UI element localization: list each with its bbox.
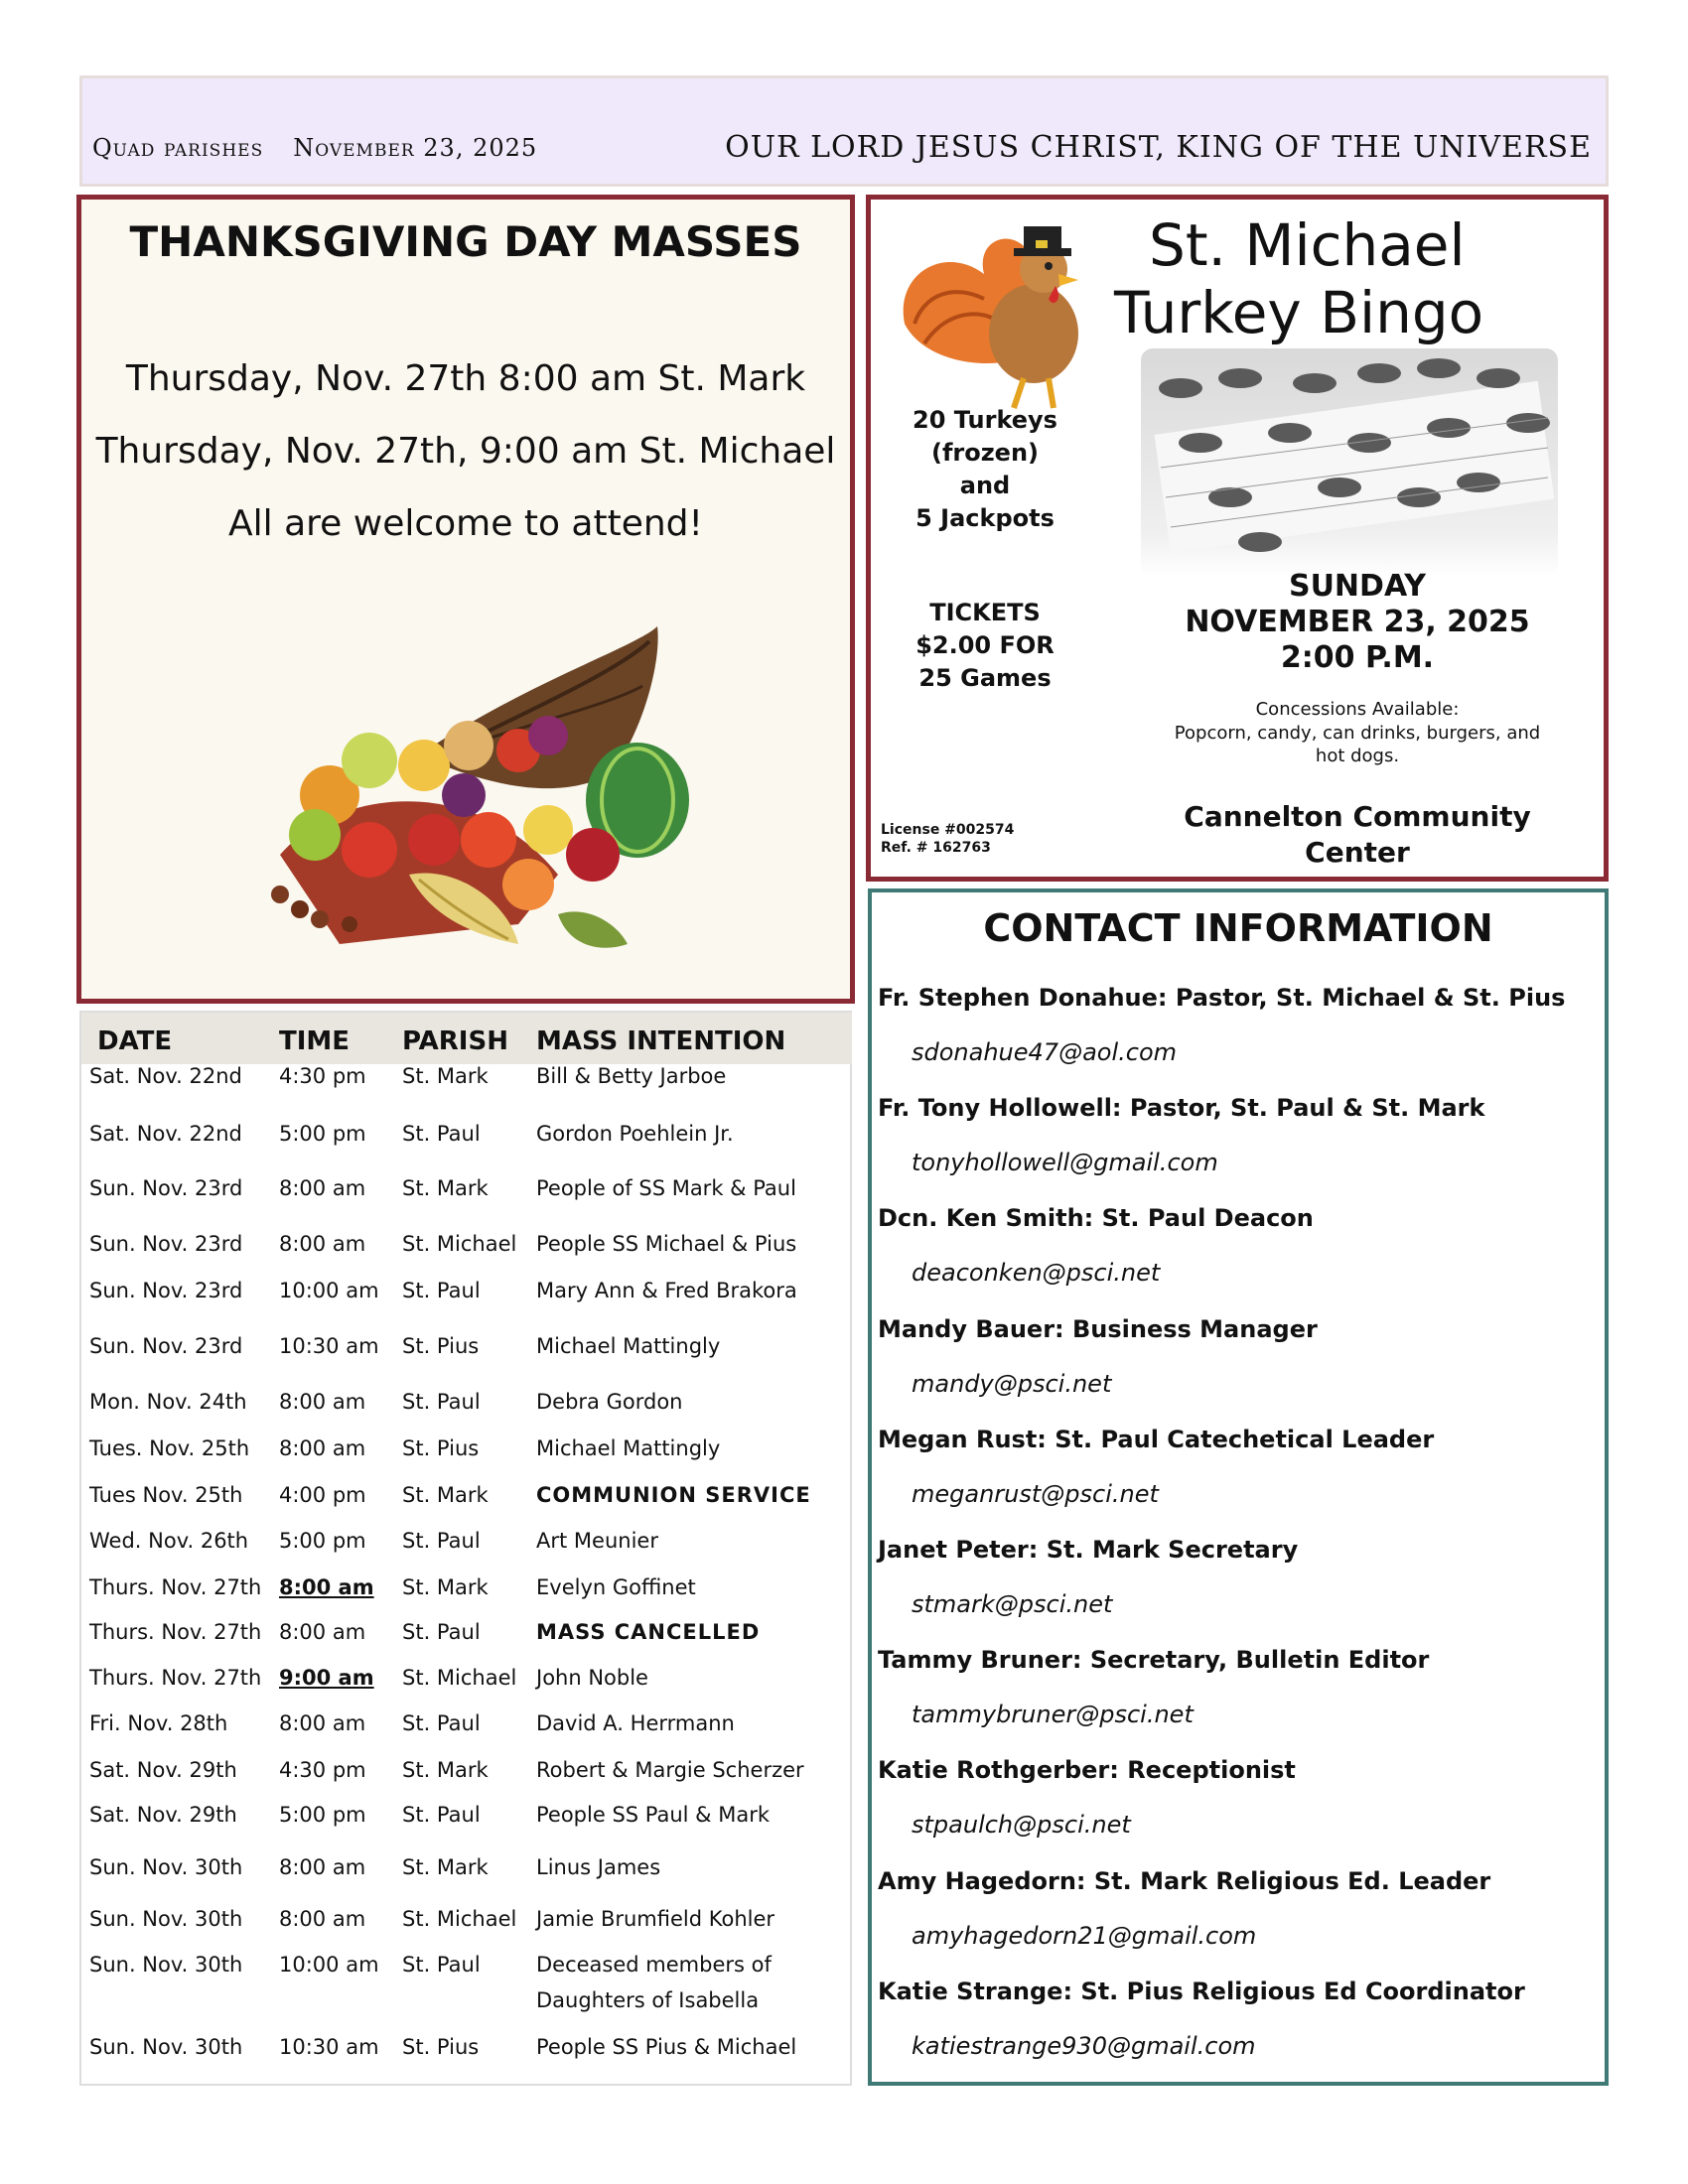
bingo-date: NOVEMBER 23, 2025: [1185, 605, 1530, 639]
row-time: 8:00 am: [279, 1711, 366, 1735]
concessions-title: Concessions Available:: [1255, 699, 1460, 720]
row-parish: St. Paul: [402, 1803, 481, 1827]
row-intention: Art Meunier: [536, 1529, 658, 1553]
row-intention: Bill & Betty Jarboe: [536, 1064, 727, 1088]
row-time: 10:00 am: [279, 1279, 379, 1302]
row-intention: Deceased members of: [536, 1953, 772, 1977]
row-date: Tues Nov. 25th: [89, 1483, 243, 1507]
contact-email-link[interactable]: tonyhollowell@gmail.com: [912, 1149, 1218, 1177]
row-parish: St. Pius: [402, 2035, 480, 2059]
row-date: Wed. Nov. 26th: [89, 1529, 249, 1553]
prize-line: 20 Turkeys: [913, 406, 1057, 434]
contact-email-link[interactable]: mandy@psci.net: [912, 1369, 1112, 1398]
cornucopia-image: [220, 626, 737, 964]
row-time: 8:00 am: [279, 1436, 366, 1460]
header-left: [92, 134, 537, 162]
row-intention: Debra Gordon: [536, 1390, 683, 1414]
row-time: 4:30 pm: [279, 1064, 366, 1088]
row-date: Sun. Nov. 30th: [89, 1953, 243, 1977]
row-intention: John Noble: [536, 1666, 648, 1690]
bulletin-date: November 23, 2025: [293, 134, 538, 162]
row-date: Sat. Nov. 22nd: [89, 1122, 242, 1146]
row-time: 8:00 am: [279, 1855, 366, 1879]
row-time: 10:30 am: [279, 2035, 379, 2059]
row-intention: Mary Ann & Fred Brakora: [536, 1279, 797, 1302]
row-parish: St. Mark: [402, 1855, 489, 1879]
row-intention: Evelyn Goffinet: [536, 1575, 696, 1599]
row-intention: Michael Mattingly: [536, 1436, 721, 1460]
bingo-title-line-1: St. Michael: [1149, 211, 1466, 279]
contact-name: Fr. Stephen Donahue: Pastor, St. Michael & St. Pius: [878, 984, 1566, 1012]
row-date: Sat. Nov. 29th: [89, 1803, 237, 1827]
row-time: 5:00 pm: [279, 1122, 366, 1146]
ticket-line: TICKETS: [929, 599, 1041, 626]
feast-title: OUR LORD JESUS CHRIST, KING OF THE UNIVERSE: [725, 130, 1592, 165]
bingo-title-line-2: Turkey Bingo: [1114, 279, 1484, 346]
row-date: Sun. Nov. 30th: [89, 1907, 243, 1931]
contact-title: CONTACT INFORMATION: [983, 906, 1493, 950]
contact-name: Mandy Bauer: Business Manager: [878, 1314, 1318, 1343]
thanksgiving-masses-box: [76, 195, 855, 1004]
row-time: 10:00 am: [279, 1953, 379, 1977]
contact-email-link[interactable]: katiestrange930@gmail.com: [912, 2031, 1256, 2060]
row-date: Sun. Nov. 23rd: [89, 1279, 243, 1302]
row-parish: St. Michael: [402, 1666, 517, 1690]
row-parish: St. Pius: [402, 1436, 480, 1460]
row-parish: St. Mark: [402, 1483, 489, 1507]
row-intention: COMMUNION SERVICE: [536, 1483, 811, 1507]
row-parish: St. Paul: [402, 1711, 481, 1735]
bulletin-header: [79, 75, 1609, 187]
row-time: 8:00 am: [279, 1390, 366, 1414]
row-date: Tues. Nov. 25th: [89, 1436, 250, 1460]
contact-email-link[interactable]: stmark@psci.net: [912, 1590, 1113, 1618]
venue-line-2: Center: [1305, 836, 1410, 869]
row-date: Sun. Nov. 23rd: [89, 1176, 243, 1200]
row-parish: St. Mark: [402, 1758, 489, 1782]
ticket-line: 25 Games: [918, 664, 1052, 692]
bingo-tickets: [871, 597, 1099, 695]
row-parish: St. Paul: [402, 1122, 481, 1146]
contact-email-link[interactable]: deaconken@psci.net: [912, 1259, 1161, 1288]
row-time: 8:00 am: [279, 1620, 366, 1644]
row-parish: St. Paul: [402, 1279, 481, 1302]
ticket-line: $2.00 FOR: [915, 631, 1055, 659]
concessions-line-1: Popcorn, candy, can drinks, burgers, and: [1174, 723, 1541, 744]
row-intention: People of SS Mark & Paul: [536, 1176, 796, 1200]
parishes-label: Quad parishes: [92, 134, 264, 162]
license-number: License #002574: [881, 822, 1015, 838]
row-intention: Jamie Brumfield Kohler: [536, 1907, 775, 1931]
row-parish: St. Paul: [402, 1390, 481, 1414]
contact-name: Megan Rust: St. Paul Catechetical Leader: [878, 1425, 1435, 1453]
row-time: 9:00 am: [279, 1666, 374, 1690]
mass-intentions-table: [79, 1011, 852, 2086]
row-intention: People SS Paul & Mark: [536, 1803, 771, 1827]
row-intention: Michael Mattingly: [536, 1334, 721, 1358]
row-time: 8:00 am: [279, 1176, 366, 1200]
row-parish: St. Paul: [402, 1529, 481, 1553]
row-parish: St. Mark: [402, 1575, 489, 1599]
header-intention: MASS INTENTION: [536, 1026, 786, 1056]
bingo-day: SUNDAY: [1288, 569, 1427, 604]
contact-name: Fr. Tony Hollowell: Pastor, St. Paul & St. Mark: [878, 1094, 1485, 1123]
row-time: 8:00 am: [279, 1575, 374, 1599]
bingo-card-image: [1141, 348, 1558, 577]
row-parish: St. Mark: [402, 1064, 489, 1088]
row-intention: People SS Michael & Pius: [536, 1232, 797, 1256]
contact-information-box: [868, 888, 1609, 2086]
contact-name: Katie Rothgerber: Receptionist: [878, 1756, 1296, 1785]
row-parish: St. Michael: [402, 1232, 517, 1256]
prize-line: and: [959, 472, 1011, 499]
row-time: 10:30 am: [279, 1334, 379, 1358]
contact-name: Tammy Bruner: Secretary, Bulletin Editor: [878, 1646, 1430, 1675]
row-intention: David A. Herrmann: [536, 1711, 735, 1735]
thanksgiving-line-2: Thursday, Nov. 27th, 9:00 am St. Michael: [95, 431, 836, 472]
bingo-time: 2:00 P.M.: [1280, 640, 1435, 675]
row-parish: St. Pius: [402, 1334, 480, 1358]
turkey-bingo-flyer: [866, 195, 1609, 882]
row-intention: Linus James: [536, 1855, 661, 1879]
thanksgiving-line-1: Thursday, Nov. 27th 8:00 am St. Mark: [125, 358, 806, 399]
row-date: Sun. Nov. 23rd: [89, 1334, 243, 1358]
reference-number: Ref. # 162763: [881, 840, 991, 856]
row-parish: St. Paul: [402, 1953, 481, 1977]
header-parish: PARISH: [402, 1026, 508, 1056]
row-date: Thurs. Nov. 27th: [89, 1620, 262, 1644]
row-date: Thurs. Nov. 27th: [89, 1666, 262, 1690]
row-date: Sun. Nov. 30th: [89, 1855, 243, 1879]
turkey-icon: [885, 214, 1093, 413]
bingo-prizes: [871, 404, 1099, 535]
header-time: TIME: [279, 1026, 351, 1056]
venue-line-1: Cannelton Community: [1184, 800, 1531, 833]
row-date: Sat. Nov. 22nd: [89, 1064, 242, 1088]
row-intention: Robert & Margie Scherzer: [536, 1758, 804, 1782]
row-date: Fri. Nov. 28th: [89, 1711, 228, 1735]
table-header: [81, 1013, 852, 1064]
prize-line: (frozen): [930, 439, 1040, 467]
concessions-line-2: hot dogs.: [1315, 746, 1400, 766]
contact-email-link[interactable]: stpaulch@psci.net: [912, 1811, 1131, 1840]
row-date: Thurs. Nov. 27th: [89, 1575, 262, 1599]
row-time: 8:00 am: [279, 1232, 366, 1256]
header-date: DATE: [97, 1026, 173, 1056]
thanksgiving-title: THANKSGIVING DAY MASSES: [129, 217, 802, 266]
row-date: Mon. Nov. 24th: [89, 1390, 247, 1414]
row-date: Sat. Nov. 29th: [89, 1758, 237, 1782]
row-intention-continued: Daughters of Isabella: [536, 1988, 760, 2012]
thanksgiving-line-3: All are welcome to attend!: [228, 503, 703, 544]
row-time: 4:00 pm: [279, 1483, 366, 1507]
row-time: 4:30 pm: [279, 1758, 366, 1782]
row-time: 5:00 pm: [279, 1529, 366, 1553]
row-intention: Gordon Poehlein Jr.: [536, 1122, 734, 1146]
prize-line: 5 Jackpots: [915, 504, 1055, 532]
contact-name: Dcn. Ken Smith: St. Paul Deacon: [878, 1204, 1314, 1233]
row-date: Sun. Nov. 23rd: [89, 1232, 243, 1256]
row-parish: St. Michael: [402, 1907, 517, 1931]
row-time: 5:00 pm: [279, 1803, 366, 1827]
row-time: 8:00 am: [279, 1907, 366, 1931]
contact-email-link[interactable]: meganrust@psci.net: [912, 1479, 1159, 1508]
row-parish: St. Paul: [402, 1620, 481, 1644]
row-intention: People SS Pius & Michael: [536, 2035, 797, 2059]
contact-email-link[interactable]: sdonahue47@aol.com: [912, 1038, 1178, 1066]
contact-email-link[interactable]: tammybruner@psci.net: [912, 1701, 1194, 1729]
contact-name: Janet Peter: St. Mark Secretary: [878, 1536, 1299, 1564]
contact-email-link[interactable]: amyhagedorn21@gmail.com: [912, 1921, 1257, 1950]
contact-name: Amy Hagedorn: St. Mark Religious Ed. Leader: [878, 1866, 1491, 1895]
row-parish: St. Mark: [402, 1176, 489, 1200]
row-intention: MASS CANCELLED: [536, 1620, 761, 1644]
row-date: Sun. Nov. 30th: [89, 2035, 243, 2059]
contact-name: Katie Strange: St. Pius Religious Ed Coordinator: [878, 1977, 1525, 2005]
